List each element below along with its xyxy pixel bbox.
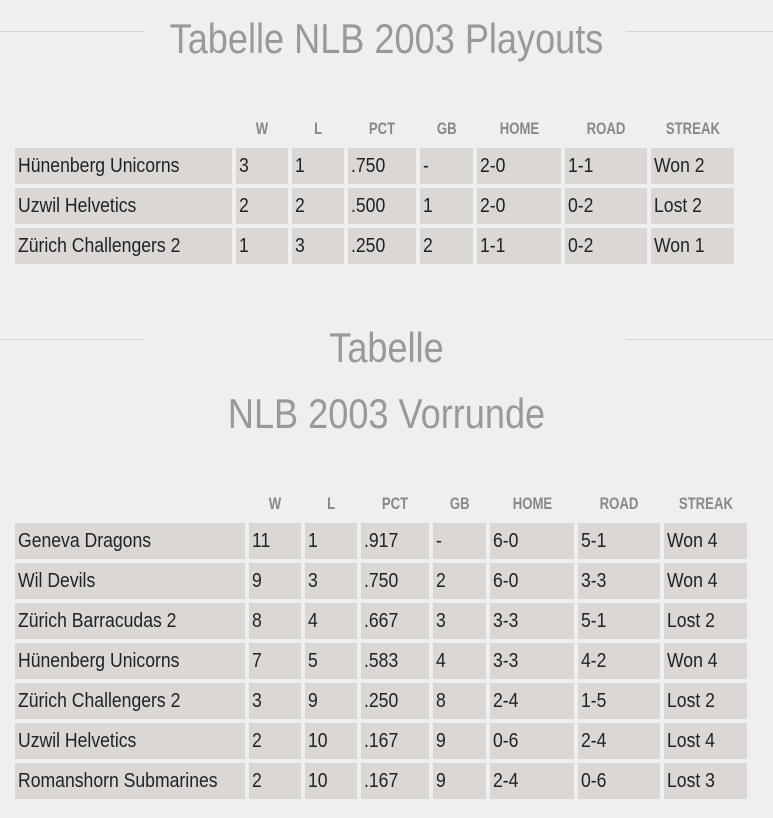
table-row [15,523,747,559]
cell-w: 2 [249,723,301,759]
cell-streak: Lost 4 [664,723,747,759]
cell-streak: Won 4 [664,523,747,559]
col-header-gb: GB [436,119,457,138]
vorrunde-table [11,485,751,803]
cell-team: Uzwil Helvetics [15,188,232,224]
table-row [15,148,734,184]
cell-team: Uzwil Helvetics [15,723,245,759]
cell-team: Romanshorn Submarines [15,763,245,799]
cell-w: 3 [249,683,301,719]
table-row [15,563,747,599]
cell-team: Zürich Challengers 2 [15,228,232,264]
cell-w: 9 [249,563,301,599]
playouts-title: Tabelle NLB 2003 Playouts [169,15,604,62]
cell-l: 4 [305,603,357,639]
cell-streak: Won 1 [651,228,734,264]
cell-w: 2 [249,763,301,799]
col-header-l: L [326,494,335,513]
cell-gb: 8 [433,683,486,719]
cell-gb: 9 [433,723,486,759]
cell-gb: 9 [433,763,486,799]
cell-pct: .250 [348,228,416,264]
cell-home: 6-0 [490,563,574,599]
cell-streak: Lost 2 [664,603,747,639]
cell-w: 7 [249,643,301,679]
cell-pct: .500 [348,188,416,224]
cell-pct: .583 [361,643,429,679]
cell-l: 3 [305,563,357,599]
cell-streak: Won 4 [664,563,747,599]
table-row [15,723,747,759]
cell-team: Hünenberg Unicorns [15,643,245,679]
cell-road: 3-3 [578,563,660,599]
col-header-pct: PCT [381,494,408,513]
cell-w: 8 [249,603,301,639]
cell-l: 10 [305,763,357,799]
cell-road: 1-5 [578,683,660,719]
cell-l: 1 [292,148,344,184]
table-row [15,643,747,679]
cell-team: Wil Devils [15,563,245,599]
cell-w: 2 [236,188,288,224]
col-header-road: ROAD [599,494,639,513]
col-header-road: ROAD [586,119,626,138]
playouts-table [11,110,738,268]
col-header-w: W [255,119,269,138]
cell-gb: - [433,523,486,559]
cell-l: 1 [305,523,357,559]
cell-gb: 2 [433,563,486,599]
cell-home: 2-4 [490,683,574,719]
cell-home: 2-0 [477,148,561,184]
col-header-l: L [313,119,323,138]
table-row [15,228,734,264]
vorrunde-title-line2: NLB 2003 Vorrunde [227,390,546,437]
table-row [15,683,747,719]
cell-pct: .750 [348,148,416,184]
cell-road: 0-2 [565,188,647,224]
col-header-team [28,114,219,144]
table-header-row [15,114,734,144]
cell-l: 10 [305,723,357,759]
cell-home: 3-3 [490,643,574,679]
cell-home: 0-6 [490,723,574,759]
col-header-streak: STREAK [665,119,720,138]
col-header-w: W [268,494,281,513]
col-header-streak: STREAK [678,494,733,513]
cell-pct: .167 [361,763,429,799]
cell-team: Geneva Dragons [15,523,245,559]
cell-team: Hünenberg Unicorns [15,148,232,184]
cell-gb: 2 [420,228,473,264]
cell-l: 9 [305,683,357,719]
cell-streak: Lost 2 [651,188,734,224]
cell-road: 1-1 [565,148,647,184]
cell-home: 2-4 [490,763,574,799]
cell-pct: .917 [361,523,429,559]
cell-l: 3 [292,228,344,264]
cell-road: 4-2 [578,643,660,679]
cell-streak: Lost 3 [664,763,747,799]
cell-gb: 1 [420,188,473,224]
cell-w: 1 [236,228,288,264]
table-row [15,603,747,639]
cell-streak: Won 2 [651,148,734,184]
vorrunde-title-line1: Tabelle [329,324,444,371]
cell-streak: Lost 2 [664,683,747,719]
cell-road: 2-4 [578,723,660,759]
table-row [15,188,734,224]
cell-road: 5-1 [578,523,660,559]
cell-gb: 4 [433,643,486,679]
cell-road: 0-2 [565,228,647,264]
cell-home: 3-3 [490,603,574,639]
cell-gb: 3 [433,603,486,639]
cell-gb: - [420,148,473,184]
cell-pct: .667 [361,603,429,639]
cell-w: 11 [249,523,301,559]
col-header-home: HOME [512,494,552,513]
cell-w: 3 [236,148,288,184]
cell-pct: .250 [361,683,429,719]
col-header-pct: PCT [368,119,396,138]
cell-home: 6-0 [490,523,574,559]
cell-l: 2 [292,188,344,224]
cell-team: Zürich Challengers 2 [15,683,245,719]
cell-streak: Won 4 [664,643,747,679]
table-row [15,763,747,799]
cell-l: 5 [305,643,357,679]
table-header-row [15,489,747,519]
cell-home: 2-0 [477,188,561,224]
col-header-team [29,489,231,519]
col-header-home: HOME [499,119,539,138]
cell-pct: .750 [361,563,429,599]
cell-pct: .167 [361,723,429,759]
cell-road: 5-1 [578,603,660,639]
cell-home: 1-1 [477,228,561,264]
col-header-gb: GB [449,494,470,513]
cell-team: Zürich Barracudas 2 [15,603,245,639]
cell-road: 0-6 [578,763,660,799]
